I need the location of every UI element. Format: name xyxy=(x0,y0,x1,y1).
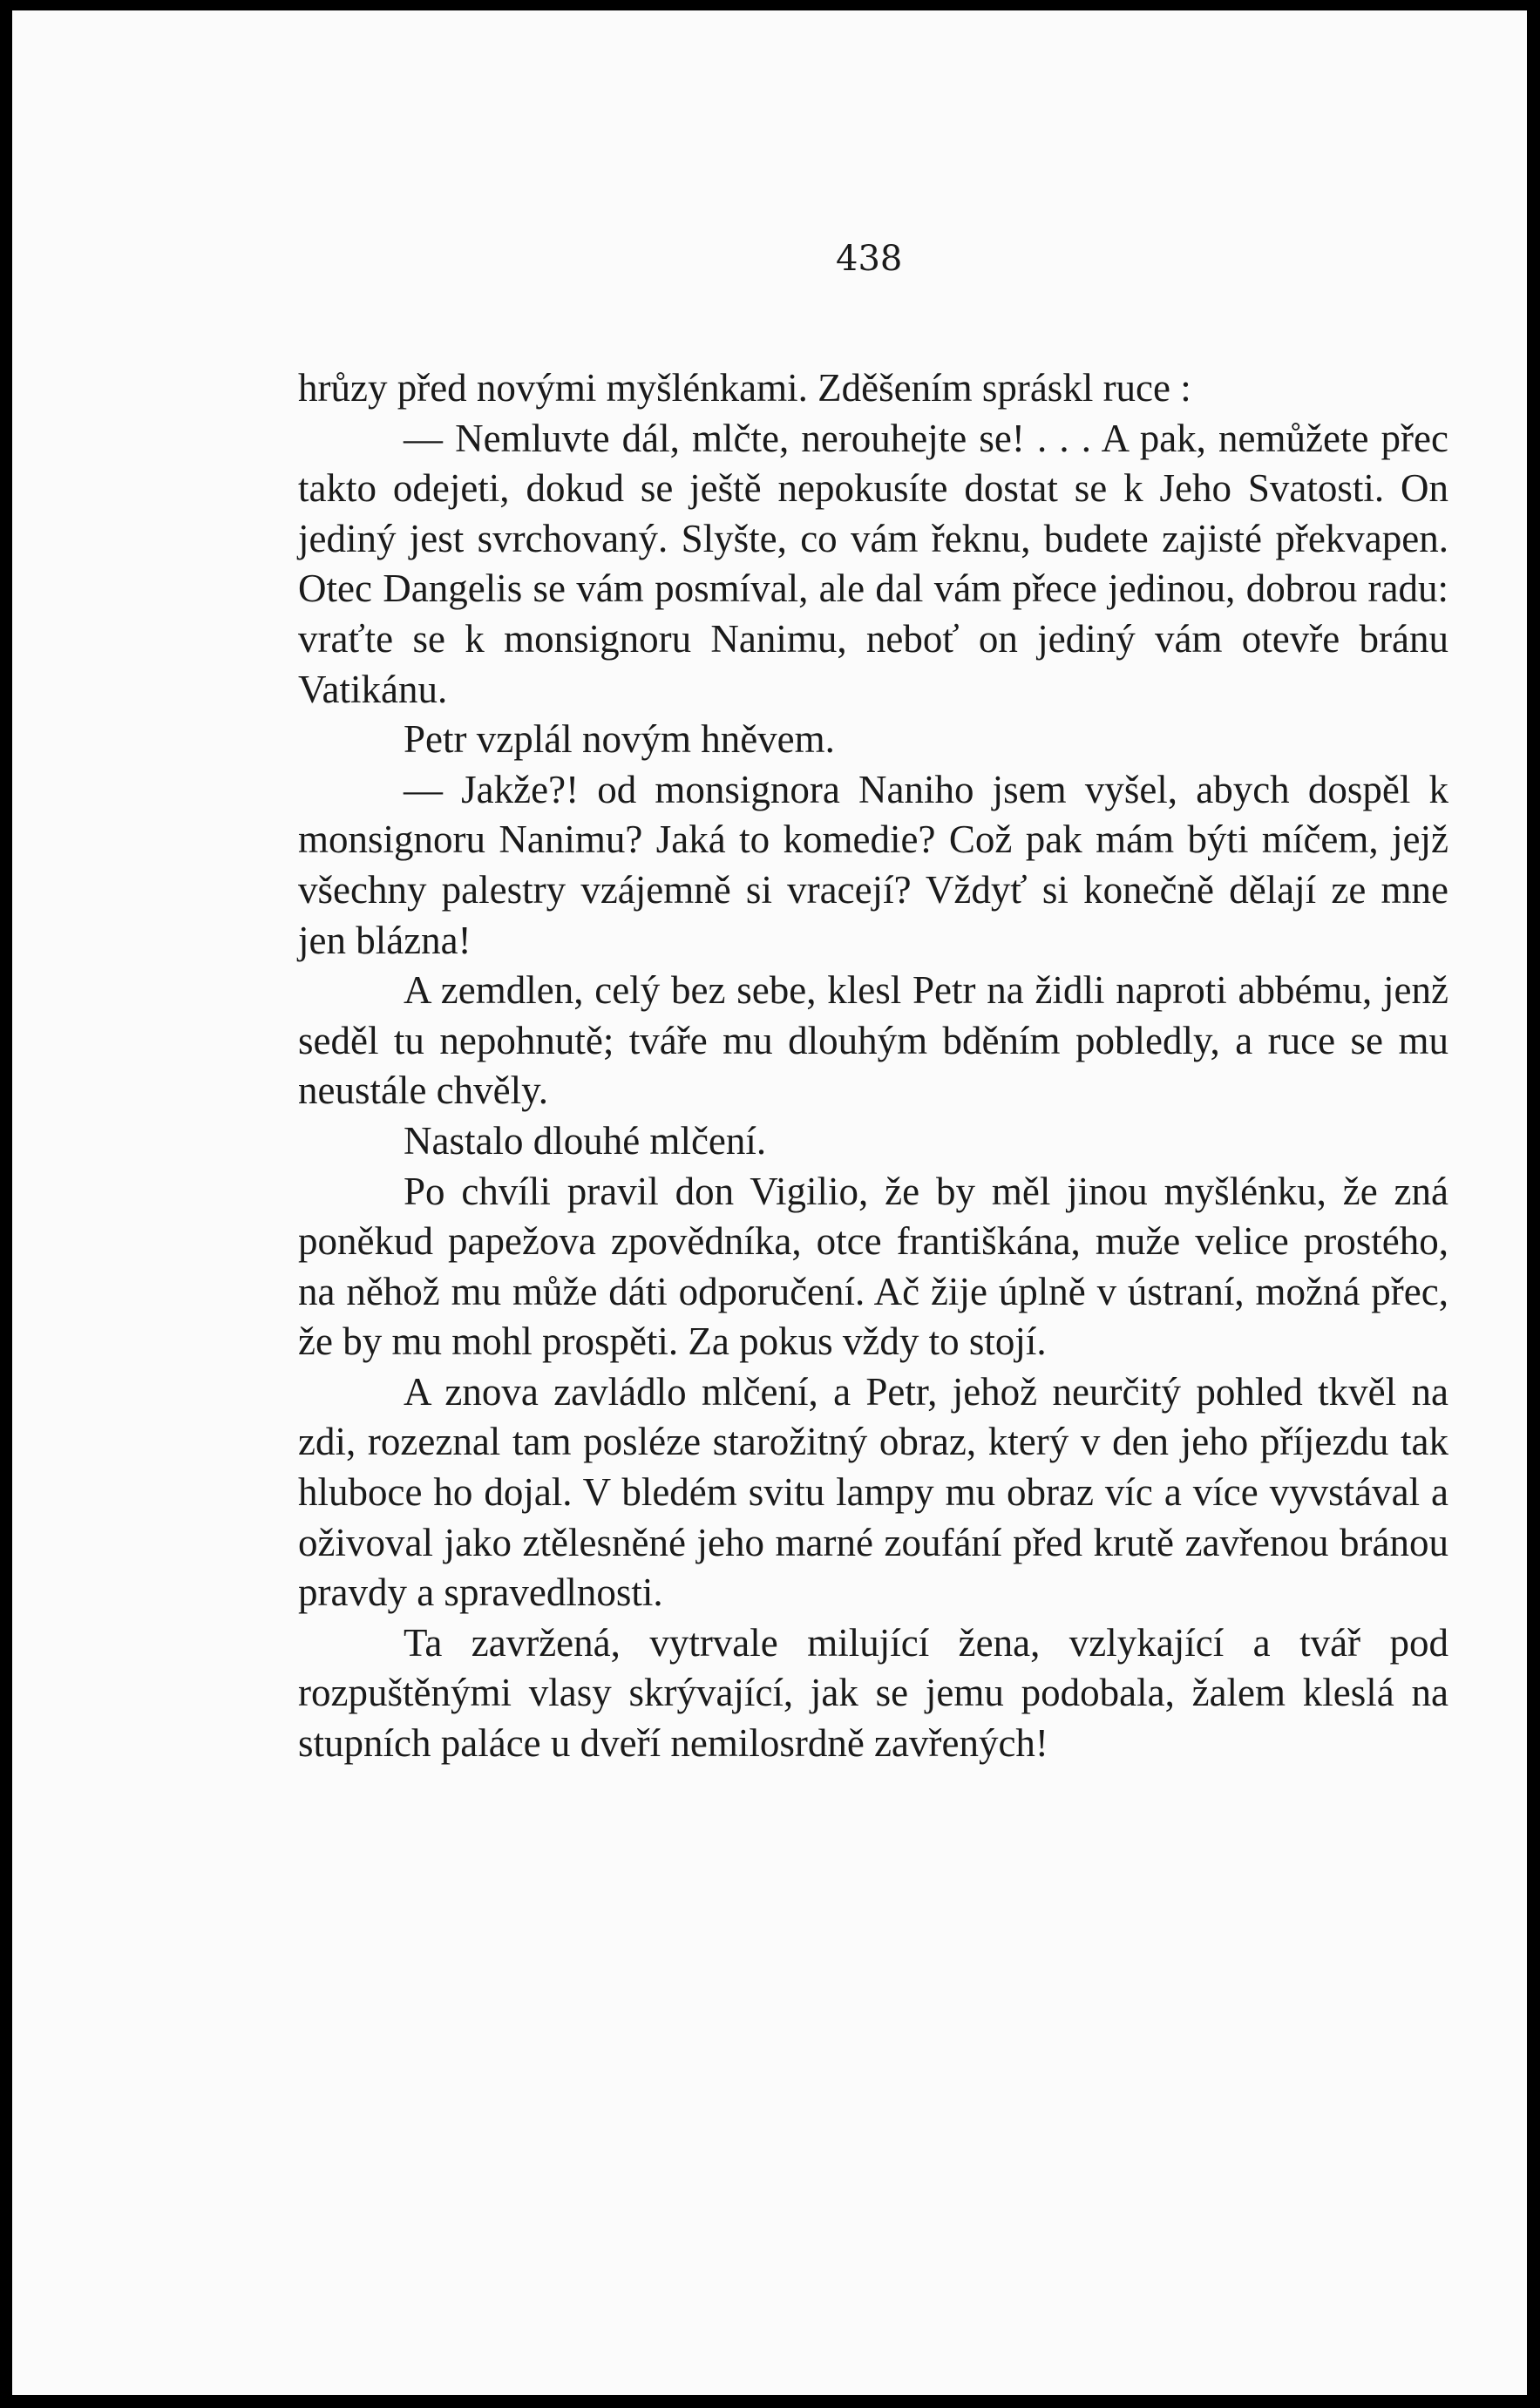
book-page xyxy=(12,10,1527,2395)
paragraph: A zemdlen, celý bez sebe, klesl Petr na židli naproti abbému, jenž seděl tu nepohnutě; tváře mu dlouhým bděním pobledly, a ruce se mu neustále chvěly. xyxy=(298,968,1448,1113)
paragraph: A znova zavládlo mlčení, a Petr, jehož neurčitý pohled tkvěl na zdi, rozeznal tam posléze starožitný obraz, který v den jeho příjezdu tak hluboce ho dojal. V bledém svitu lampy mu obraz víc a více vyvstával a oživoval jako ztělesněné jeho marné zoufání před krutě zavřenou bránou pravdy a spravedlnosti. xyxy=(298,1369,1448,1615)
page-number: 438 xyxy=(836,239,903,279)
paragraph: Petr vzplál novým hněvem. xyxy=(404,717,835,762)
body-text xyxy=(298,363,1448,1769)
paragraph: Po chvíli pravil don Vigilio, že by měl jinou myšlénku, že zná poněkud papežova zpovědníka, otce františkána, muže velice prostého, na něhož mu může dáti odporučení. Ač žije úplně v ústraní, možná přec, že by mu mohl prospěti. Za pokus vždy to stojí. xyxy=(298,1169,1448,1364)
paragraph: — Nemluvte dál, mlčte, nerouhejte se! . . . A pak, nemůžete přec takto odejeti, dokud se ještě nepokusíte dostat se k Jeho Svatosti. On jediný jest svrchovaný. Slyšte, co vám řeknu, budete zajisté překvapen. Otec Dangelis se vám posmíval, ale dal vám přece jedinou, dobrou radu: vraťte se k monsignoru Nanimu, neboť on jediný vám otevře bránu Vatikánu. xyxy=(298,416,1448,711)
paragraph-continuation: hrůzy před novými myšlénkami. Zděšením spráskl ruce : xyxy=(298,366,1191,410)
paragraph: — Jakže?! od monsignora Naniho jsem vyšel, abych dospěl k monsignoru Nanimu? Jaká to komedie? Což pak mám býti míčem, jejž všechny palestry vzájemně si vracejí? Vždyť si konečně dělají ze mne jen blázna! xyxy=(298,767,1448,962)
paragraph: Nastalo dlouhé mlčení. xyxy=(404,1118,767,1163)
paragraph: Ta zavržená, vytrvale milující žena, vzlykající a tvář pod rozpuštěnými vlasy skrývající, jak se jemu podobala, žalem kleslá na stupních paláce u dveří nemilosrdně zavřených! xyxy=(298,1620,1448,1766)
